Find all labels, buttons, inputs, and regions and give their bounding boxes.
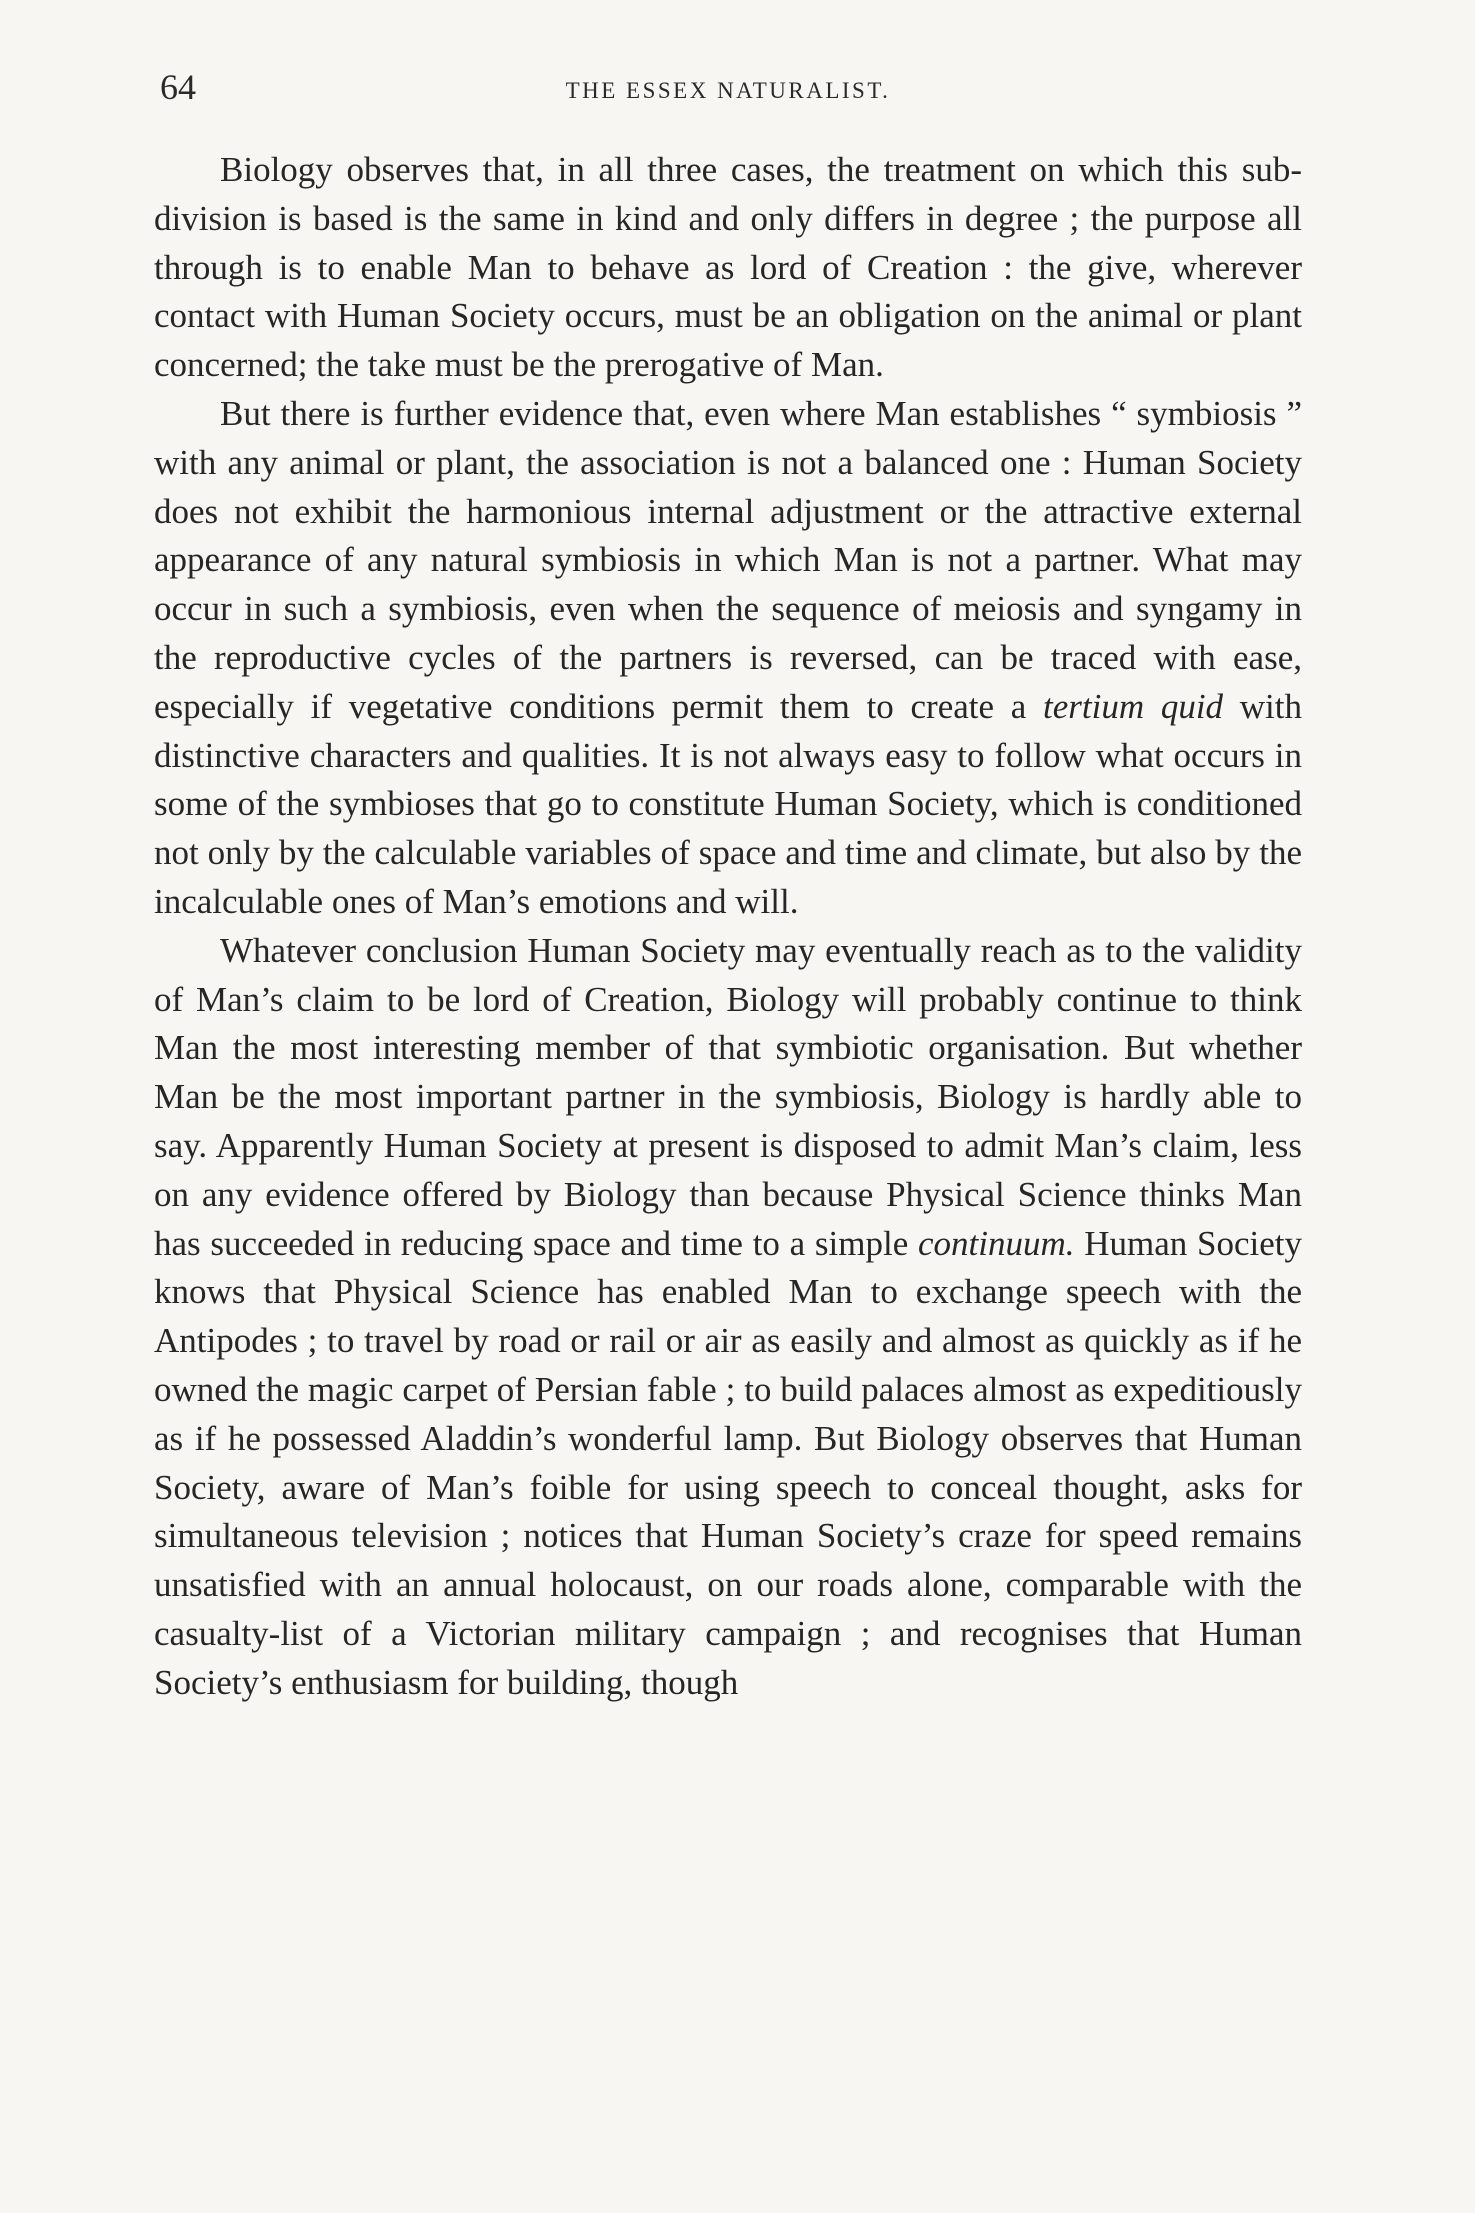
paragraph-2-text-a: But there is further evidence that, even where Man establishes “ symbiosis ” with any animal or plant, the association is not a balanced one : Human Society does not exhibit the harmonious internal adjustment or the attractive external appearance of any natural symbiosis in which Man is not a partner. What may occur in such a symbiosis, even when the sequence of meiosis and syngamy in the reproductive cycles of the partners is reversed, can be traced with ease, especially if vegetative conditions permit them to create a: [154, 393, 1302, 726]
paragraph-3-text-b: Human Society knows that Physical Science has enabled Man to exchange speech with the Antipodes ; to travel by road or rail or air as easily and almost as quickly as if he owned the magic carpet of Persian fable ; to build palaces almost as expeditiously as if he possessed Aladdin’s wonderful lamp. But Biology observes that Human Society, aware of Man’s foible for using speech to conceal thought, asks for simultaneous television ; notices that Human Society’s craze for speed remains unsatisfied with an annual holocaust, on our roads alone, comparable with the casualty-list of a Victorian military campaign ; and recognises that Human Society’s enthusiasm for building, though: [154, 1223, 1302, 1702]
paragraph-1: [154, 146, 1302, 390]
running-head: THE ESSEX NATURALIST.: [565, 78, 891, 103]
paragraph-3-text-a: Whatever conclusion Human Society may eventually reach as to the validity of Man’s claim to be lord of Creation, Biology will probably continue to think Man the most interesting member of that symbiotic organisation. But whether Man be the most important partner in the symbiosis, Biology is hardly able to say. Apparently Human Society at present is disposed to admit Man’s claim, less on any evidence offered by Biology than because Physical Science thinks Man has succeeded in reducing space and time to a simple: [154, 930, 1302, 1263]
body-text: [154, 146, 1302, 1708]
paragraph-2-text-b: with distinctive characters and qualities. It is not always easy to follow what occurs in some of the symbioses that go to constitute Human Society, which is conditioned not only by the calculable variables of space and time and climate, but also by the incalculable ones of Man’s emotions and will.: [154, 686, 1303, 921]
paragraph-3-italic-term: continuum.: [917, 1223, 1075, 1263]
paragraph-2-italic-term: tertium quid: [1043, 686, 1224, 726]
page-header: [152, 66, 1304, 116]
page-number: 64: [160, 67, 196, 107]
paragraph-1-text: Biology observes that, in all three cases, the treatment on which this sub-division is based is the same in kind and only differs in degree ; the purpose all through is to enable Man to behave as lord of Creation : the give, wherever contact with Human Society occurs, must be an obligation on the animal or plant concerned; the take must be the prerogative of Man.: [154, 150, 1302, 385]
paragraph-2: [154, 390, 1302, 927]
paragraph-3: [154, 927, 1302, 1708]
